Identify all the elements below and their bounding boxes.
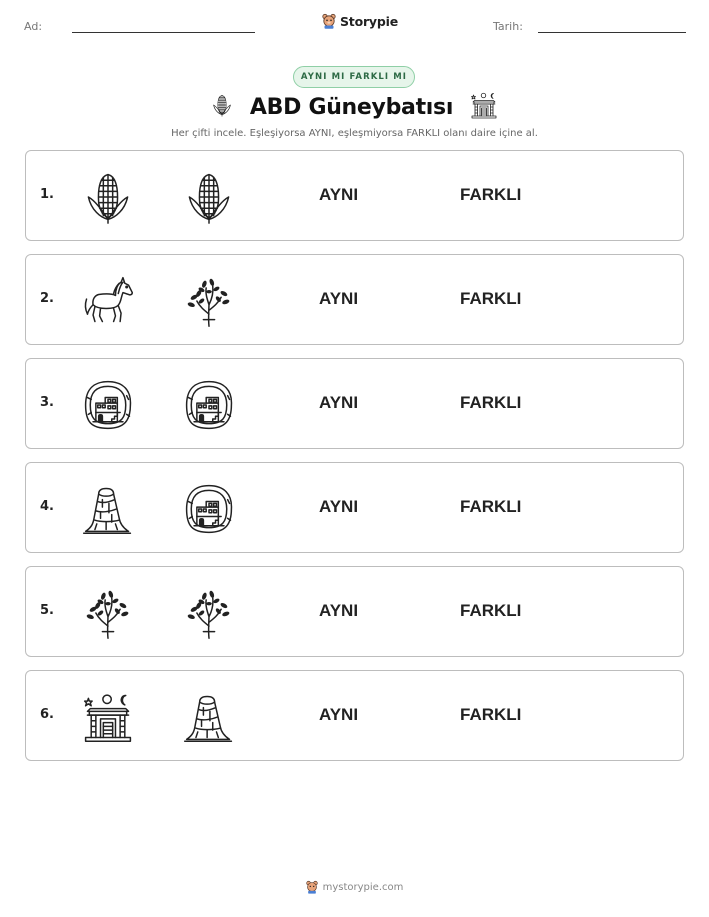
- different-option[interactable]: FARKLI: [460, 497, 522, 516]
- question-row-4: [25, 462, 684, 553]
- horse-icon: [80, 273, 136, 329]
- corn-icon: [181, 169, 237, 225]
- butte-icon: [80, 481, 136, 537]
- footer-url[interactable]: mystorypie.com: [322, 881, 404, 893]
- different-option[interactable]: FARKLI: [460, 185, 522, 204]
- cliff-dwelling-icon: [181, 377, 237, 433]
- shrub-icon: [80, 585, 136, 641]
- worksheet-type-badge: AYNI MI FARKLI MI: [293, 66, 415, 88]
- question-row-1: [25, 150, 684, 241]
- brand-name: Storypie: [340, 13, 398, 29]
- date-line[interactable]: [538, 32, 686, 33]
- date-label: Tarih:: [493, 20, 523, 33]
- footer: [0, 880, 709, 894]
- different-option[interactable]: FARKLI: [460, 393, 522, 412]
- same-option[interactable]: AYNI: [319, 497, 359, 516]
- different-option[interactable]: FARKLI: [460, 601, 522, 620]
- same-option[interactable]: AYNI: [319, 289, 359, 308]
- question-number: 6.: [40, 707, 54, 722]
- title-corn-icon: [210, 90, 234, 124]
- question-row-6: [25, 670, 684, 761]
- title-temple-icon: [469, 90, 499, 124]
- same-option[interactable]: AYNI: [319, 393, 359, 412]
- storypie-logo-icon: [306, 880, 318, 894]
- title-row: [0, 90, 709, 124]
- different-option[interactable]: FARKLI: [460, 705, 522, 724]
- cliff-dwelling-icon: [80, 377, 136, 433]
- same-option[interactable]: AYNI: [319, 601, 359, 620]
- cliff-dwelling-icon: [181, 481, 237, 537]
- different-option[interactable]: FARKLI: [460, 289, 522, 308]
- question-number: 4.: [40, 499, 54, 514]
- same-option[interactable]: AYNI: [319, 705, 359, 724]
- question-number: 5.: [40, 603, 54, 618]
- brand: [322, 13, 398, 29]
- page-title: ABD Güneybatısı: [249, 94, 454, 120]
- butte-icon: [181, 689, 237, 745]
- instructions: Her çifti incele. Eşleşiyorsa AYNI, eşleşmiyorsa FARKLI olanı daire içine al.: [171, 128, 538, 139]
- question-row-3: [25, 358, 684, 449]
- question-number: 2.: [40, 291, 54, 306]
- shrub-icon: [181, 273, 237, 329]
- question-number: 3.: [40, 395, 54, 410]
- question-row-5: [25, 566, 684, 657]
- question-row-2: [25, 254, 684, 345]
- name-label: Ad:: [24, 20, 43, 33]
- name-line[interactable]: [72, 32, 255, 33]
- question-number: 1.: [40, 187, 54, 202]
- same-option[interactable]: AYNI: [319, 185, 359, 204]
- storypie-logo-icon: [322, 13, 336, 29]
- temple-icon: [80, 689, 136, 745]
- shrub-icon: [181, 585, 237, 641]
- corn-icon: [80, 169, 136, 225]
